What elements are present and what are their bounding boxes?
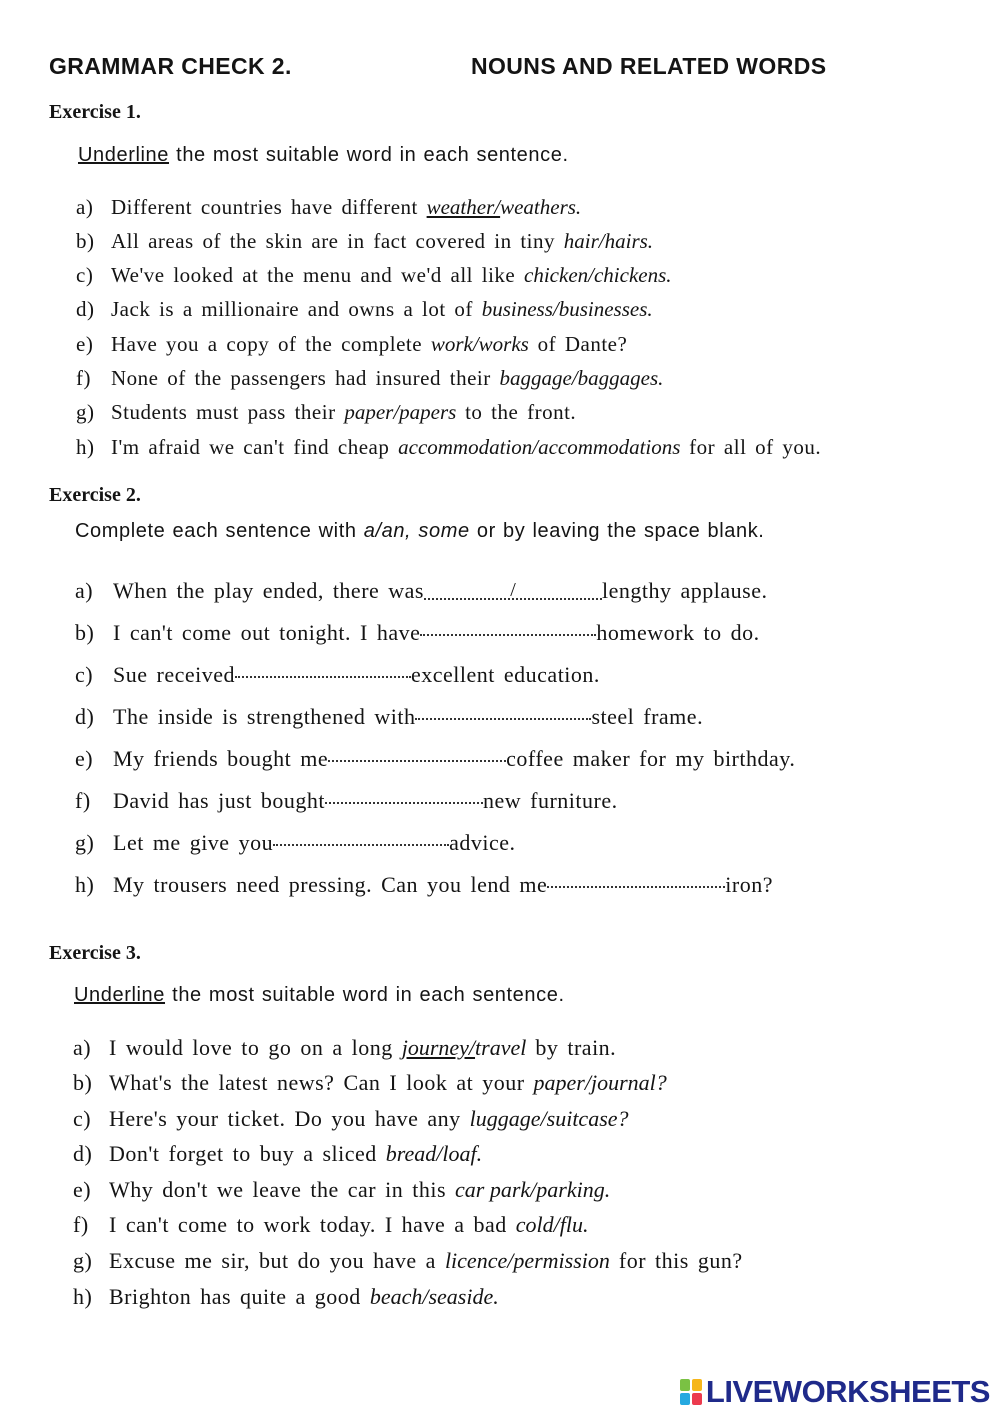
item-label: d) [76, 297, 95, 321]
other-choice[interactable]: travel [475, 1035, 527, 1060]
item-label: b) [76, 229, 95, 253]
sentence-text: I would love to go on a long [109, 1035, 402, 1060]
instruction-text: the most suitable word in each sentence. [165, 984, 565, 1006]
exercise-2-instruction [75, 520, 764, 543]
sentence-text-end: for all of you. [680, 435, 822, 459]
exercise-2-heading: Exercise 2. [49, 484, 141, 506]
exercise-sentence [75, 872, 773, 898]
exercise-sentence [75, 620, 760, 646]
item-label: h) [75, 872, 95, 897]
sentence-text-end: lengthy applause. [602, 578, 768, 603]
logo-square-3 [680, 1393, 690, 1405]
sentence-text: Brighton has quite a good [109, 1284, 370, 1309]
exercise-sentence [75, 662, 600, 688]
exercise-sentence [76, 366, 663, 391]
exercise-sentence [76, 229, 653, 254]
instruction-underlined-word: Underline [78, 144, 170, 166]
sentence-text: I can't come out tonight. I have [113, 620, 421, 645]
sentence-text-end: for this gun? [609, 1248, 743, 1273]
word-choice[interactable]: bread/loaf. [385, 1141, 483, 1166]
word-choice[interactable]: luggage/suitcase? [469, 1106, 629, 1131]
other-choice[interactable]: weathers. [500, 195, 582, 219]
item-label: a) [73, 1035, 92, 1060]
exercise-sentence [73, 1212, 588, 1238]
item-label: e) [75, 746, 94, 771]
word-choice[interactable]: accommodation/accommodations [398, 435, 681, 459]
word-choice[interactable]: hair/hairs. [563, 229, 654, 253]
sentence-text: Let me give you [113, 830, 274, 855]
exercise-sentence [76, 435, 821, 460]
sentence-text: Here's your ticket. Do you have any [109, 1106, 470, 1131]
exercise-sentence [75, 788, 618, 814]
word-choice[interactable]: paper/papers [344, 400, 457, 424]
answer-blank[interactable] [424, 578, 602, 604]
exercise-1-heading: Exercise 1. [49, 101, 141, 123]
exercise-sentence [76, 400, 576, 425]
instruction-underlined-word: Underline [74, 984, 166, 1006]
word-choice[interactable]: car park/parking. [455, 1177, 611, 1202]
sentence-text: My friends bought me [113, 746, 329, 771]
sentence-text: Jack is a millionaire and owns a lot of [111, 297, 482, 321]
exercise-sentence [73, 1141, 482, 1167]
item-label: e) [76, 332, 94, 356]
instruction-text: the most suitable word in each sentence. [169, 144, 569, 166]
instruction-italic-words: a/an, some [363, 520, 470, 542]
item-label: c) [73, 1106, 92, 1131]
item-label: c) [76, 263, 94, 287]
sentence-text: I'm afraid we can't find cheap [111, 435, 399, 459]
sentence-text: My trousers need pressing. Can you lend me [113, 872, 548, 897]
item-label: a) [76, 195, 94, 219]
sentence-text: David has just bought [113, 788, 325, 813]
item-label: d) [73, 1141, 93, 1166]
word-choice[interactable] [402, 1035, 527, 1060]
underlined-choice[interactable]: journey/ [401, 1035, 476, 1060]
sentence-text: Have you a copy of the complete [111, 332, 431, 356]
item-label: g) [75, 830, 95, 855]
sentence-text: The inside is strengthened with [113, 704, 416, 729]
sentence-text-end: to the front. [456, 400, 577, 424]
sentence-text: Different countries have different [111, 195, 427, 219]
liveworksheets-logo[interactable] [680, 1374, 990, 1410]
exercise-sentence [76, 297, 653, 322]
item-label: h) [73, 1284, 93, 1309]
answer-text: / [510, 579, 516, 601]
exercise-sentence [73, 1177, 610, 1203]
item-label: d) [75, 704, 95, 729]
sentence-text-end: homework to do. [596, 620, 760, 645]
word-choice[interactable]: beach/seaside. [369, 1284, 499, 1309]
exercise-sentence [76, 195, 581, 220]
sentence-text: Students must pass their [111, 400, 345, 424]
exercise-sentence [75, 746, 795, 772]
item-label: b) [75, 620, 95, 645]
word-choice[interactable]: chicken/chickens. [524, 263, 672, 287]
exercise-sentence [73, 1070, 667, 1096]
sentence-text: Why don't we leave the car in this [109, 1177, 456, 1202]
sentence-text-end: of Dante? [528, 332, 628, 356]
worksheet-title: GRAMMAR CHECK 2. [49, 53, 292, 79]
sentence-text: We've looked at the menu and we'd all like [111, 263, 525, 287]
exercise-sentence [73, 1248, 743, 1274]
exercise-3-instruction [74, 984, 565, 1007]
sentence-text-end: new furniture. [483, 788, 618, 813]
liveworksheets-logo-icon [680, 1379, 702, 1405]
sentence-text: None of the passengers had insured their [111, 366, 500, 390]
word-choice[interactable]: work/works [430, 332, 529, 356]
exercise-sentence [76, 263, 672, 288]
exercise-1-instruction [78, 144, 569, 167]
sentence-text-end: advice. [449, 830, 516, 855]
sentence-text: Sue received [113, 662, 235, 687]
sentence-text: Don't forget to buy a sliced [109, 1141, 386, 1166]
logo-square-1 [680, 1379, 690, 1391]
item-label: g) [76, 400, 95, 424]
exercise-sentence [76, 332, 627, 357]
word-choice[interactable]: business/businesses. [481, 297, 653, 321]
sentence-text-end: steel frame. [591, 704, 704, 729]
sentence-text: All areas of the skin are in fact covered in tiny [111, 229, 564, 253]
sentence-text: I can't come to work today. I have a bad [109, 1212, 516, 1237]
item-label: f) [76, 366, 91, 390]
item-label: g) [73, 1248, 93, 1273]
item-label: a) [75, 578, 94, 603]
item-label: e) [73, 1177, 92, 1202]
logo-square-4 [692, 1393, 702, 1405]
instruction-text: Complete each sentence with [75, 520, 364, 542]
exercise-sentence [73, 1284, 499, 1310]
instruction-text-end: or by leaving the space blank. [469, 520, 765, 542]
item-label: h) [76, 435, 95, 459]
liveworksheets-logo-text: LIVEWORKSHEETS [705, 1374, 990, 1409]
word-choice[interactable] [427, 195, 582, 219]
logo-square-2 [692, 1379, 702, 1391]
sentence-text: What's the latest news? Can I look at your [109, 1070, 534, 1095]
word-choice[interactable]: cold/flu. [515, 1212, 589, 1237]
item-label: f) [75, 788, 91, 813]
sentence-text-end: excellent education. [411, 662, 600, 687]
worksheet-topic: NOUNS AND RELATED WORDS [471, 53, 827, 79]
exercise-sentence [73, 1106, 629, 1132]
sentence-text-end: coffee maker for my birthday. [506, 746, 796, 771]
item-label: c) [75, 662, 94, 687]
sentence-text: When the play ended, there was [113, 578, 424, 603]
exercise-sentence [75, 830, 515, 856]
sentence-text-end: by train. [526, 1035, 617, 1060]
underlined-choice[interactable]: weather/ [426, 195, 501, 219]
exercise-sentence [73, 1035, 616, 1061]
sentence-text: Excuse me sir, but do you have a [109, 1248, 445, 1273]
exercise-sentence [75, 704, 703, 730]
word-choice[interactable]: licence/permission [444, 1248, 610, 1273]
item-label: f) [73, 1212, 89, 1237]
word-choice[interactable]: baggage/baggages. [499, 366, 664, 390]
exercise-3-heading: Exercise 3. [49, 942, 141, 964]
exercise-sentence [75, 578, 767, 604]
item-label: b) [73, 1070, 93, 1095]
sentence-text-end: iron? [725, 872, 773, 897]
word-choice[interactable]: paper/journal? [533, 1070, 667, 1095]
